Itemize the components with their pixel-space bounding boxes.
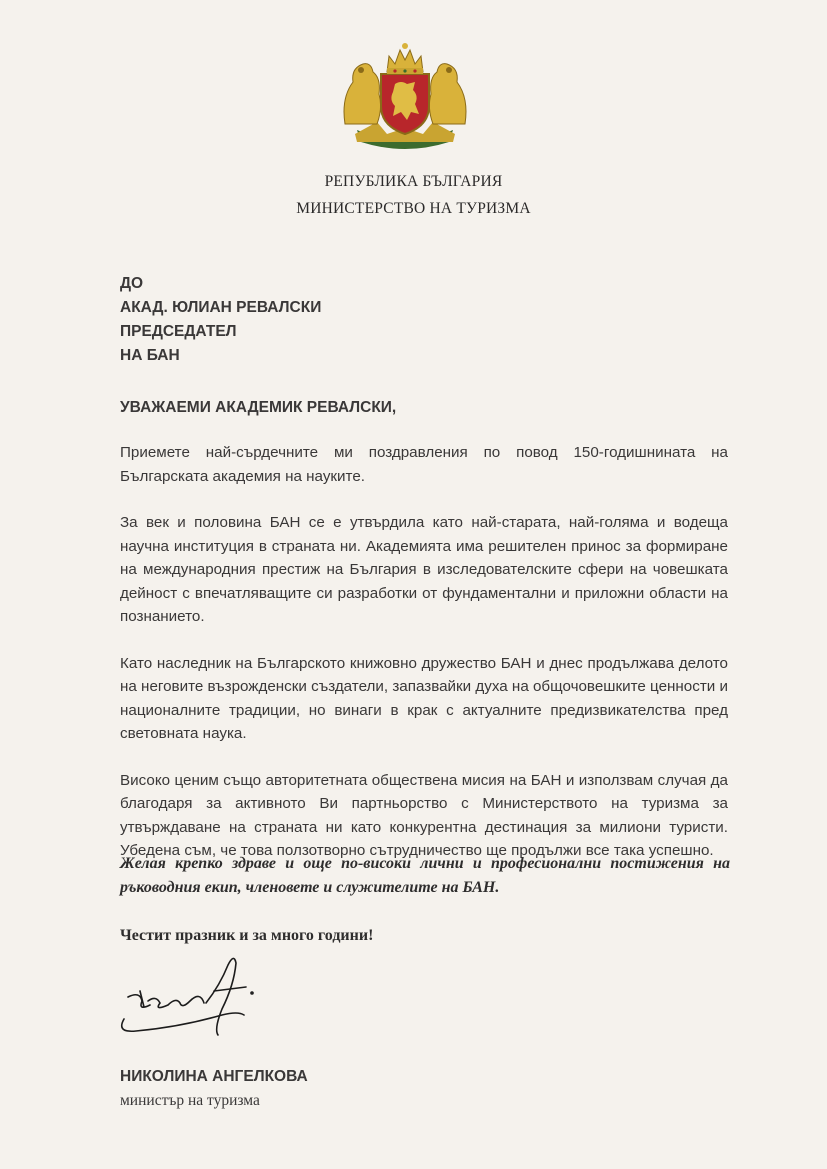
body-paragraph: Високо ценим също авторитетната обществена мисия на БАН и използвам случая да благодаря за активното Ви партньорство с Министерството на туризма за утвърждаване на страната ни като конкурентна дестинация за милиони туристи. Убедена съм, че това ползотворно сътрудничество ще продължи все така успешно.: [120, 771, 728, 859]
handwritten-signature-icon: [110, 945, 270, 1045]
signer-name: НИКОЛИНА АНГЕЛКОВА: [120, 1068, 308, 1085]
recipient-address: [120, 272, 321, 368]
letterhead: [0, 168, 827, 222]
address-line: АКАД. ЮЛИАН РЕВАЛСКИ: [120, 299, 322, 316]
address-line: НА БАН: [120, 347, 180, 364]
signer-role: министър на туризма: [120, 1092, 260, 1109]
closing-wish: Желая крепко здраве и още по-високи лични и професионални постижения на ръководния екип, членовете и служителите на БАН.: [120, 855, 730, 896]
address-line: ПРЕДСЕДАТЕЛ: [120, 323, 237, 340]
body-paragraph: Приемете най-сърдечните ми поздравления по повод 150-годишнината на Българската академия на науките.: [120, 444, 728, 485]
body-paragraph: За век и половина БАН се е утвърдила като най-старата, най-голяма и водеща научна институция в страната ни. Академията има решителен принос за формиране на международния престиж на България в изследователските сфери на човешката дейност с впечатляващите си разработки от фундаментални и приложни области на познанието.: [120, 514, 728, 625]
salutation: УВАЖАЕМИ АКАДЕМИК РЕВАЛСКИ,: [120, 399, 397, 416]
address-line: ДО: [120, 275, 144, 292]
closing-greeting: Честит празник и за много години!: [120, 927, 374, 944]
letter-body: [120, 441, 728, 886]
letterhead-country: РЕПУБЛИКА БЪЛГАРИЯ: [324, 173, 503, 190]
letterhead-ministry: МИНИСТЕРСТВО НА ТУРИЗМА: [296, 200, 531, 217]
body-paragraph: Като наследник на Българското книжовно дружество БАН и днес продължава делото на неговите възрожденски създатели, запазвайки духа на общочовешките ценности и националните традиции, но винаги в крак с актуалните предизвикателства пред световната наука.: [120, 654, 728, 742]
bulgarian-coat-of-arms-icon: [337, 38, 473, 156]
